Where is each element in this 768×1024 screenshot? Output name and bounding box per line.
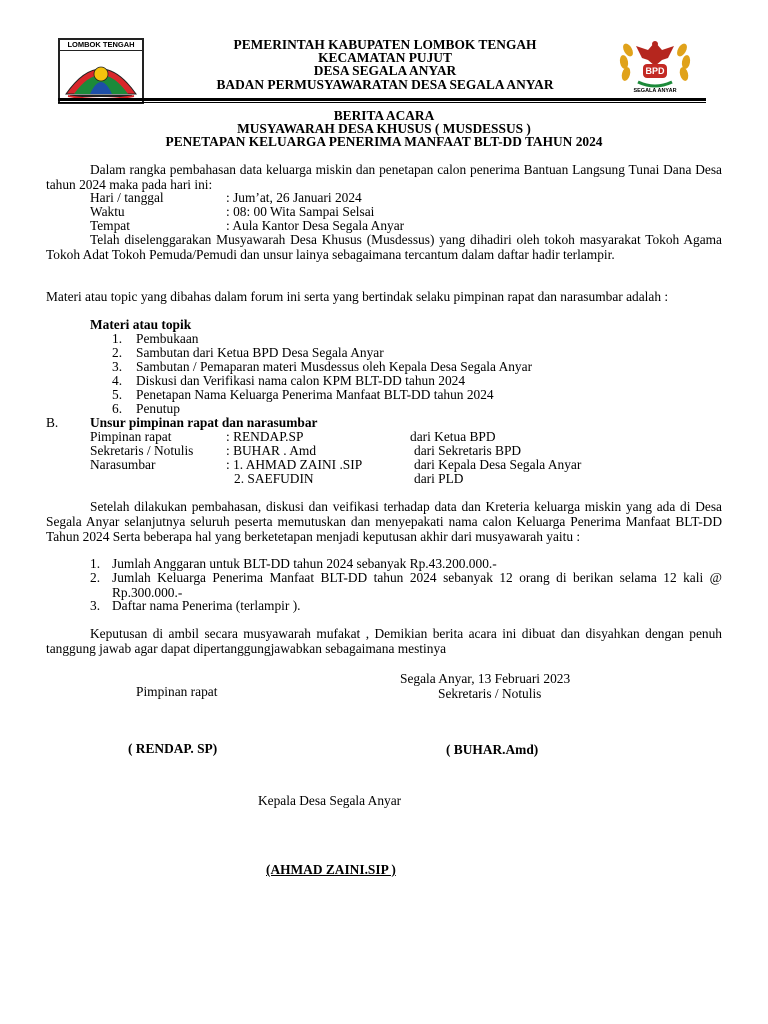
hasil-item-text: Daftar nama Penerima (terlampir ). xyxy=(112,598,301,613)
materi-item-num: 6. xyxy=(112,401,123,416)
materi-item-num: 1. xyxy=(112,331,123,346)
place-date: Segala Anyar, 13 Februari 2023 xyxy=(400,671,571,686)
waktu-label: Waktu xyxy=(90,204,125,219)
hasil-item-text: Jumlah Anggaran untuk BLT-DD tahun 2024 sebanyak Rp.43.200.000.- xyxy=(112,556,497,571)
title-line-3: PENETAPAN KELUARGA PENERIMA MANFAAT BLT-DD TAHUN 2024 xyxy=(165,134,603,149)
hari-label: Hari / tanggal xyxy=(90,190,164,205)
bpd-logo-label: BPD xyxy=(645,66,665,76)
header-rule-thin xyxy=(58,102,706,103)
unsur-value: : 1. AHMAD ZAINI .SIP xyxy=(226,457,363,472)
left-signer-name: ( RENDAP. SP) xyxy=(128,741,218,756)
header-line-1: PEMERINTAH KABUPATEN LOMBOK TENGAH xyxy=(233,37,537,52)
center-signer-role: Kepala Desa Segala Anyar xyxy=(258,793,402,808)
unsur-letter: B. xyxy=(46,415,59,430)
title-line-2: MUSYAWARAH DESA KHUSUS ( MUSDESSUS ) xyxy=(237,121,531,136)
materi-item-text: Sambutan dari Ketua BPD Desa Segala Anyar xyxy=(136,345,384,360)
right-signer-name: ( BUHAR.Amd) xyxy=(446,742,539,757)
unsur-heading: Unsur pimpinan rapat dan narasumbar xyxy=(90,415,318,430)
hari-value: : Jum’at, 26 Januari 2024 xyxy=(226,190,362,205)
unsur-label: Sekretaris / Notulis xyxy=(90,443,194,458)
hasil-item-num: 3. xyxy=(90,598,101,613)
unsur-from: dari Ketua BPD xyxy=(410,429,496,444)
header-line-2: KECAMATAN PUJUT xyxy=(318,50,452,65)
header-line-4: BADAN PERMUSYAWARATAN DESA SEGALA ANYAR xyxy=(216,77,554,92)
materi-item-text: Sambutan / Pemaparan materi Musdessus oleh Kepala Desa Segala Anyar xyxy=(136,359,533,374)
header-line-3: DESA SEGALA ANYAR xyxy=(313,63,457,78)
unsur-from: dari PLD xyxy=(414,471,464,486)
hasil-item-text: Jumlah Keluarga Penerima Manfaat BLT-DD tahun 2024 sebanyak 12 orang di berikan selama 12 kali @ Rp.300.000.- xyxy=(112,570,722,600)
waktu-value: : 08: 00 Wita Sampai Selsai xyxy=(226,204,375,219)
materi-item-text: Penutup xyxy=(136,401,180,416)
materi-item-num: 3. xyxy=(112,359,123,374)
materi-item-num: 4. xyxy=(112,373,123,388)
tempat-label: Tempat xyxy=(90,218,130,233)
materi-item-text: Penetapan Nama Keluarga Penerima Manfaat BLT-DD tahun 2024 xyxy=(136,387,494,402)
right-signer-role: Sekretaris / Notulis xyxy=(438,686,542,701)
lombok-tengah-emblem-icon xyxy=(60,50,142,102)
bpd-logo xyxy=(618,36,692,96)
unsur-label: Pimpinan rapat xyxy=(90,429,172,444)
hasil-item-num: 2. xyxy=(90,570,101,585)
logo-left-label: LOMBOK TENGAH xyxy=(60,40,142,51)
title-line-1: BERITA ACARA xyxy=(333,108,435,123)
materi-paragraph: Materi atau topic yang dibahas dalam forum ini serta yang bertindak selaku pimpinan rapat dan narasumbar adalah : xyxy=(46,289,669,304)
center-signer-name: (AHMAD ZAINI.SIP ) xyxy=(266,862,396,877)
unsur-from: dari Sekretaris BPD xyxy=(414,443,522,458)
intro-paragraph: Dalam rangka pembahasan data keluarga miskin dan penetapan calon penerima Bantuan Langsung Tunai Dana Desa tahun 2024 maka pada hari ini: xyxy=(46,162,722,192)
materi-item-num: 5. xyxy=(112,387,123,402)
unsur-value: 2. SAEFUDIN xyxy=(234,471,314,486)
closing-paragraph: Keputusan di ambil secara musyawarah mufakat , Demikian berita acara ini dibuat dan disyahkan dengan penuh tanggung jawab agar dapat dipertanggungjawabkan sebagaimana mestinya xyxy=(46,626,722,656)
materi-item-text: Pembukaan xyxy=(136,331,199,346)
materi-heading: Materi atau topik xyxy=(90,317,192,332)
hasil-item-num: 1. xyxy=(90,556,101,571)
unsur-value: : RENDAP.SP xyxy=(226,429,304,444)
header-rule-thick xyxy=(58,98,706,101)
unsur-label: Narasumbar xyxy=(90,457,156,472)
unsur-value: : BUHAR . Amd xyxy=(226,443,317,458)
tempat-value: : Aula Kantor Desa Segala Anyar xyxy=(226,218,405,233)
intro-paragraph-2: Telah diselenggarakan Musyawarah Desa Khusus (Musdessus) yang dihadiri oleh tokoh masyarakat Tokoh Agama Tokoh Adat Tokoh Pemuda/Pemudi dan unsur lainya sebagaimana tercantum dalam daftar hadir terlampir. xyxy=(46,232,722,262)
hasil-paragraph: Setelah dilakukan pembahasan, diskusi dan veifikasi terhadap data dan Kreteria keluarga miskin yang ada di Desa Segala Anyar selanjutnya seluruh peserta memutuskan dan menyepakati nama calon Keluarga Penerima Manfaat BLT-DD Tahun 2024 Serta beberapa hal yang berketetapan menjadi keputusan akhir dari musyawarah yaitu : xyxy=(46,499,722,544)
lombok-tengah-logo xyxy=(58,38,144,104)
materi-item-num: 2. xyxy=(112,345,123,360)
unsur-from: dari Kepala Desa Segala Anyar xyxy=(414,457,582,472)
left-signer-role: Pimpinan rapat xyxy=(136,684,218,699)
materi-item-text: Diskusi dan Verifikasi nama calon KPM BLT-DD tahun 2024 xyxy=(136,373,466,388)
bpd-logo-sub: SEGALA ANYAR xyxy=(633,88,677,94)
